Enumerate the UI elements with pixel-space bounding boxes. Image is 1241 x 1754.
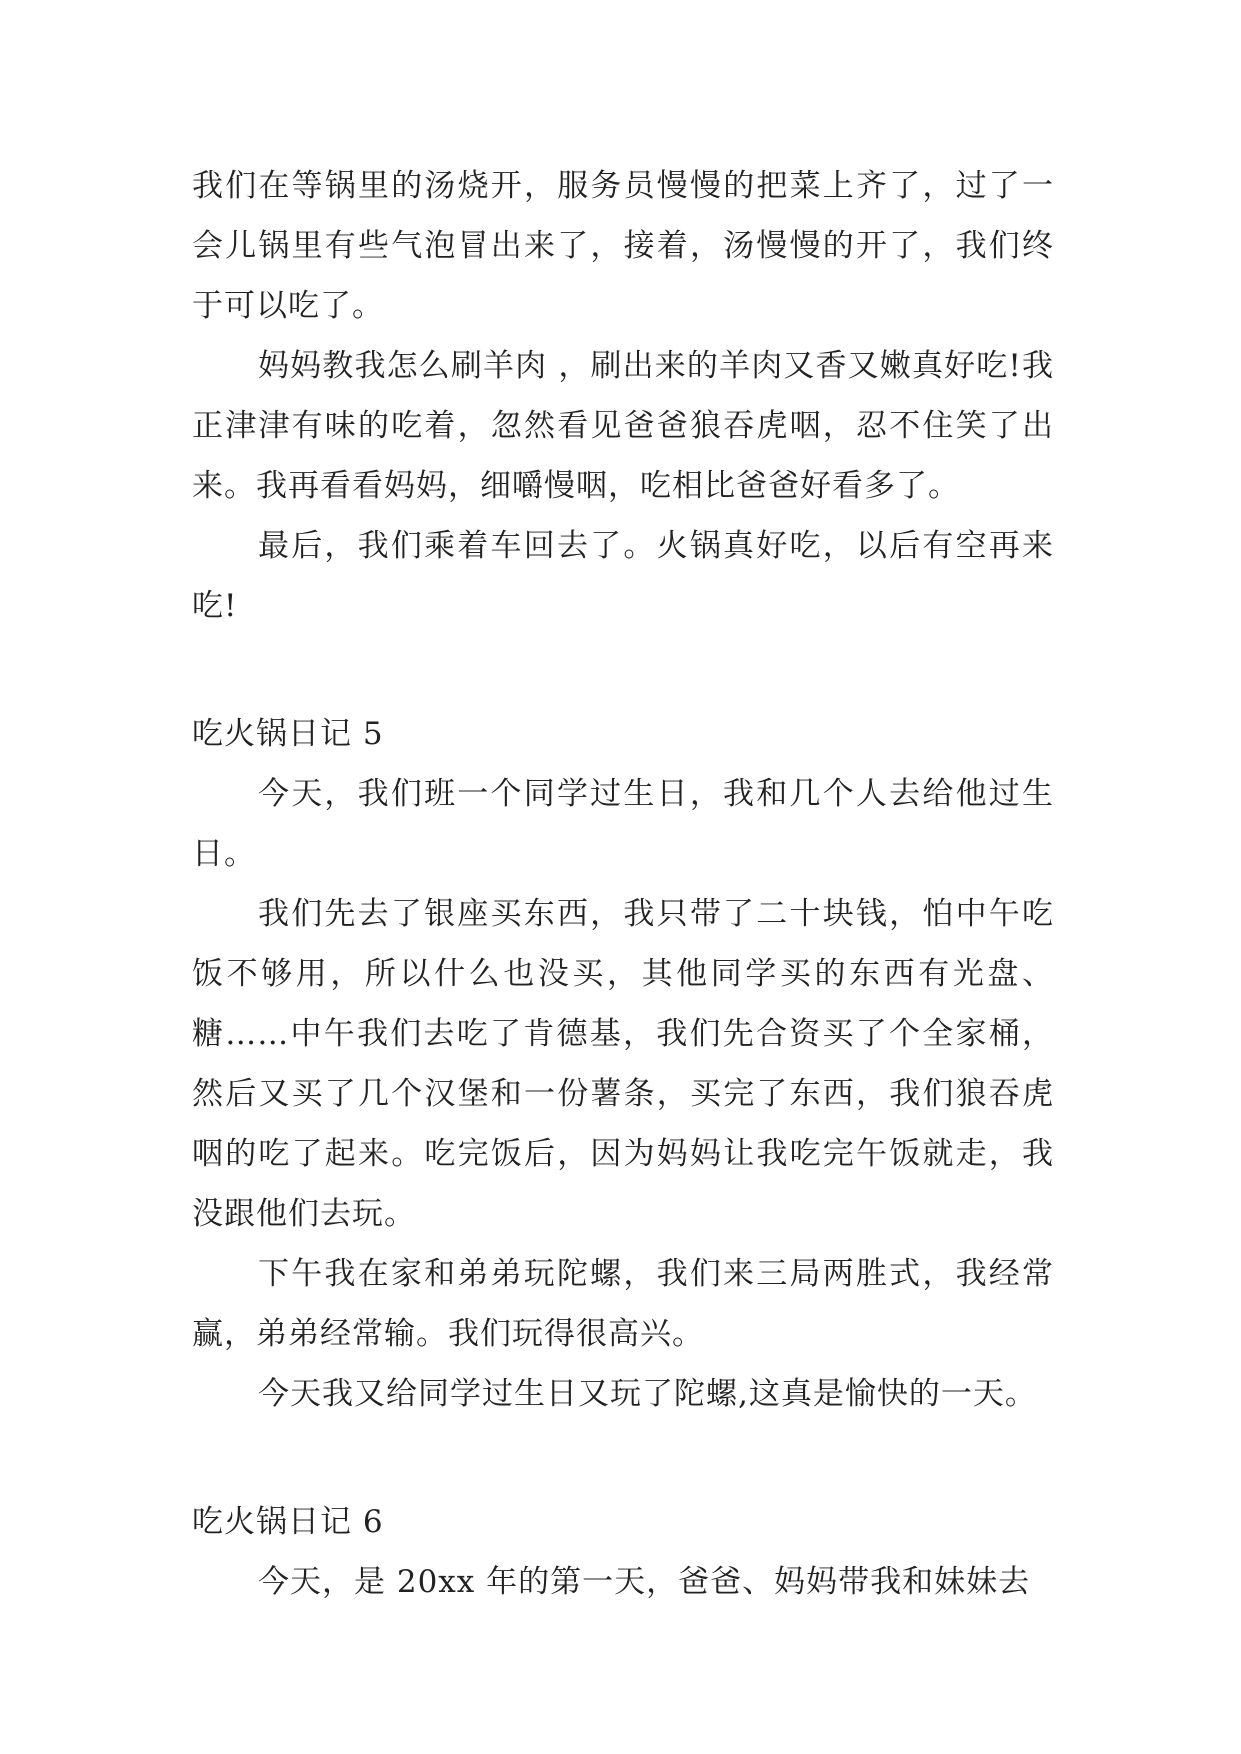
paragraph-6: 下午我在家和弟弟玩陀螺，我们来三局两胜式，我经常赢，弟弟经常输。我们玩得很高兴。 [192,1256,1054,1352]
document-body [192,156,1054,1612]
section-heading-6: 吃火锅日记 6 [192,1504,384,1540]
section-gap [192,1424,1054,1492]
paragraph-5: 我们先去了银座买东西，我只带了二十块钱，怕中午吃饭不够用，所以什么也没买，其他同学买的东西有光盘、糖……中午我们去吃了肯德基，我们先合资买了个全家桶，然后又买了几个汉堡和一份薯条，买完了东西，我们狼吞虎咽的吃了起来。吃完饭后，因为妈妈让我吃完午饭就走，我没跟他们去玩。 [192,896,1054,1232]
paragraph-3: 最后，我们乘着车回去了。火锅真好吃，以后有空再来吃! [192,528,1054,624]
paragraph-8: 今天，是 20xx 年的第一天，爸爸、妈妈带我和妹妹去 [258,1564,1031,1600]
paragraph-4: 今天，我们班一个同学过生日，我和几个人去给他过生日。 [192,776,1054,872]
paragraph-1: 我们在等锅里的汤烧开，服务员慢慢的把菜上齐了，过了一会儿锅里有些气泡冒出来了，接着，汤慢慢的开了，我们终于可以吃了。 [192,168,1054,324]
section-heading-5: 吃火锅日记 5 [192,716,384,752]
section-gap [192,636,1054,704]
paragraph-2: 妈妈教我怎么刷羊肉 ，刷出来的羊肉又香又嫩真好吃!我正津津有味的吃着，忽然看见爸爸狼吞虎咽，忍不住笑了出来。我再看看妈妈，细嚼慢咽，吃相比爸爸好看多了。 [192,348,1054,504]
paragraph-7: 今天我又给同学过生日又玩了陀螺,这真是愉快的一天。 [258,1376,1037,1412]
